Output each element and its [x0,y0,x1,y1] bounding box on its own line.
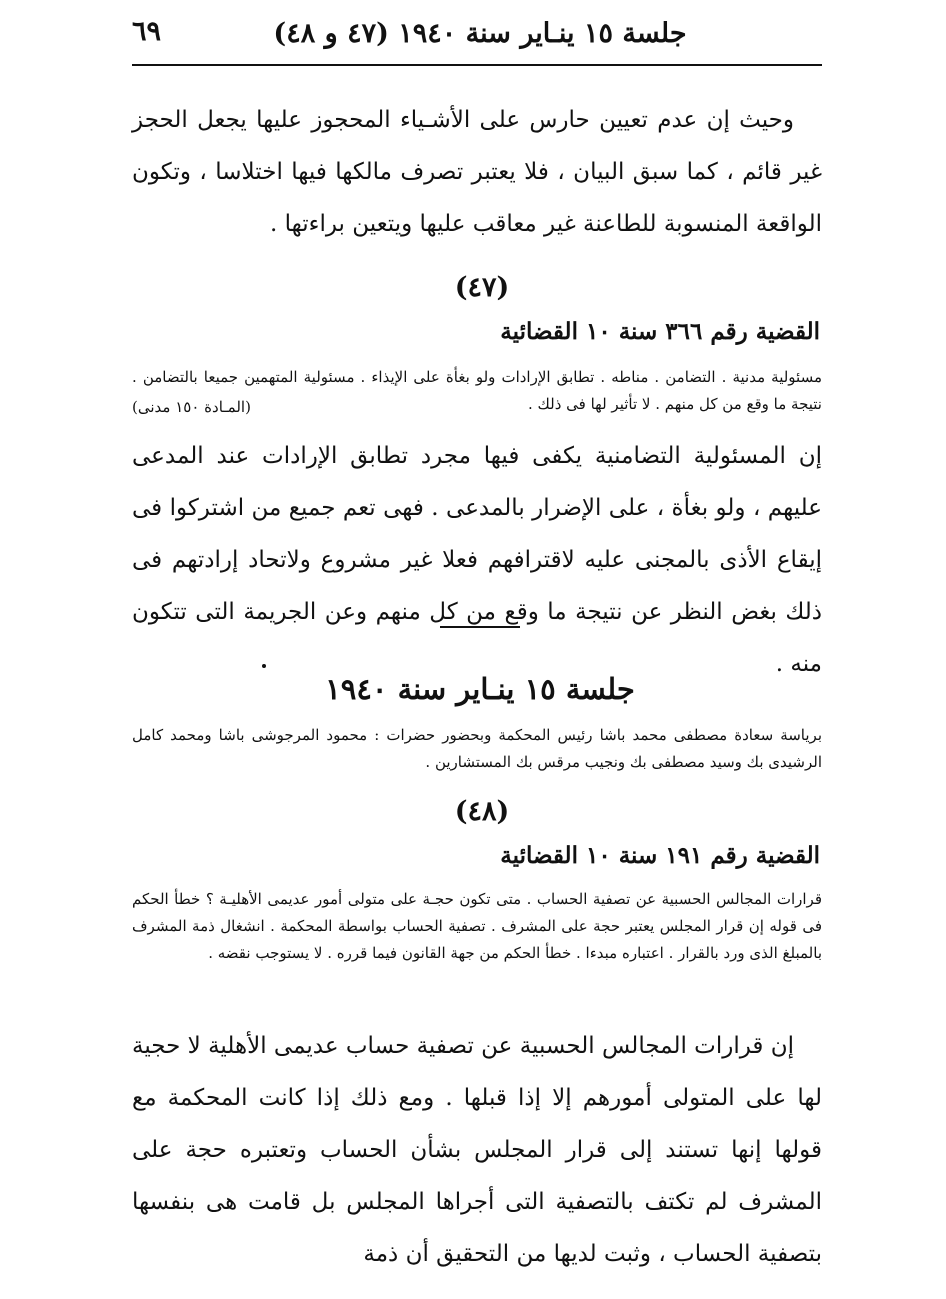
header-rule [132,64,822,66]
print-speck [262,664,266,668]
running-header: جلسة ١٥ ينـاير سنة ١٩٤٠ (٤٧ و ٤٨) [273,18,687,49]
case-47-ruling: إن المسئولية التضامنية يكفى فيها مجرد تطابق الإرادات عند المدعى عليهم ، ولو بغأة ، على الإضرار بالمدعى . فهى تعم جميع من اشتركوا فى إيقاع الأذى بالمجنى عليه لاقترافهم فعلا غير مشروع ولاتحاد إرادتهم فى ذلك بغض النظر عن نتيجة ما وقع من كل منهم وعن الجريمة التى تتكون منه . [132,443,822,677]
session-presidency: برياسة سعادة مصطفى محمد باشا رئيس المحكمة وبحضور حضرات : محمود المرجوشى باشا ومحمد كامل الرشيدى بك وسيد مصطفى بك ونجيب مرقس بك المستشارين . [132,726,822,771]
case-48-ruling: إن قرارات المجالس الحسبية عن تصفية حساب عديمى الأهلية لا حجية لها على المتولى أمورهم إلا إذا قبلها . ومع ذلك إذا كانت المحكمة مع قولها إنها تستند إلى قرار المجلس بشأن الحساب وتعتبره حجة على المشرف لم تكتف بالتصفية التى أجراها المجلس بل قامت هى بنفسها بتصفية الحساب ، وثبت لديها من التحقيق أن ذمة [132,1033,822,1267]
case-48-title: القضية رقم ١٩١ سنة ١٠ القضائية [500,842,820,869]
case-47-article-reference: (المـادة ١٥٠ مدنى) [132,398,251,416]
case-47-summary: مسئولية مدنية . التضامن . مناطه . تطابق الإرادات ولو بغأة على الإيذاء . مسئولية المتهمين جميعا بالتضامن . نتيجة ما وقع من كل منهم . لا تأثير لها فى ذلك . [132,368,822,413]
case-47-number: (٤٧) [454,272,510,303]
session-title: جلسة ١٥ ينـاير سنة ١٩٤٠ [325,672,635,706]
intro-paragraph: وحيث إن عدم تعيين حارس على الأشـياء المحجوز عليها يجعل الحجز غير قائم ، كما سبق البيان ، فلا يعتبر تصرف مالكها فيها اختلاسا ، وتكون الواقعة المنسوبة للطاعنة غير معاقب عليها ويتعين براءتها . [132,107,822,237]
case-48-summary: قرارات المجالس الحسبية عن تصفية الحساب . متى تكون حجـة على متولى أمور عديمى الأهليـة ؟ خطأ الحكم فى قوله إن قرار المجلس يعتبر حجة على المشرف . تصفية الحساب بواسطة المحكمة . انشغال ذمة المشرف بالمبلغ الذى ورد بالقرار . اعتباره مبدءا . خطأ الحكم من جهة القانون فيما قرره . لا يستوجب نقضه . [132,890,822,962]
section-divider [440,626,520,628]
page-number: ٦٩ [132,16,162,47]
case-48-number: (٤٨) [454,796,510,827]
case-47-title: القضية رقم ٣٦٦ سنة ١٠ القضائية [500,318,820,345]
